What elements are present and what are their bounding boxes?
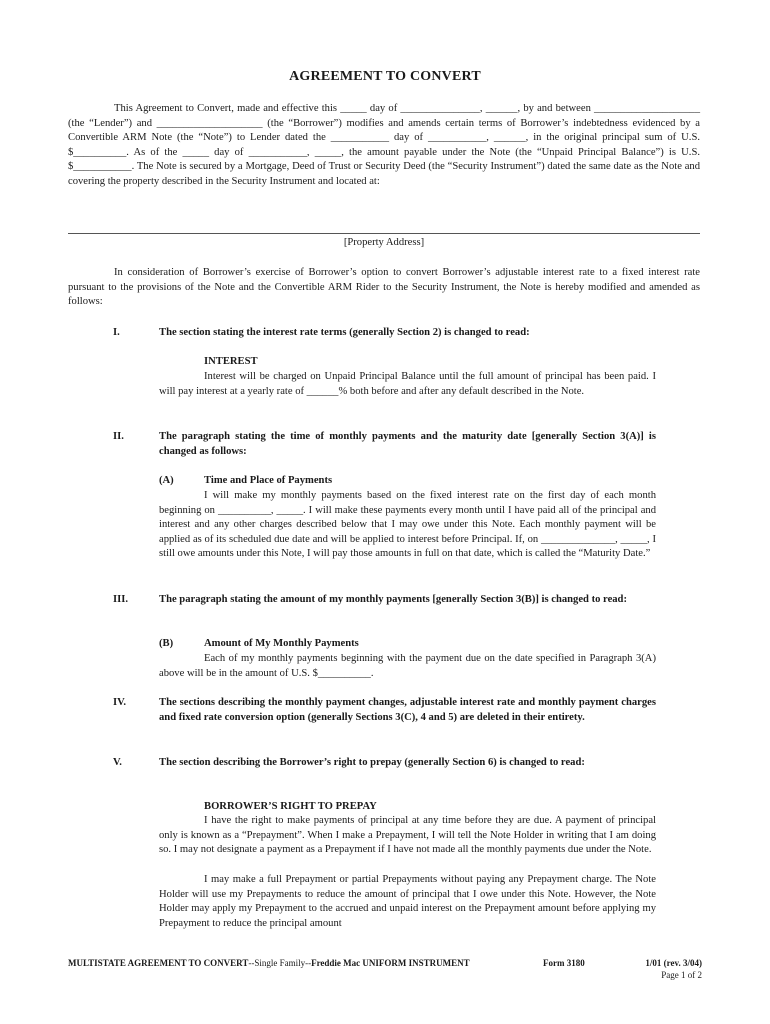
subsection-heading: Amount of My Monthly Payments: [204, 638, 359, 649]
footer-title-mid: --Single Family--: [248, 958, 312, 968]
section-number: IV.: [113, 697, 127, 708]
footer-revision-block: [645, 957, 702, 981]
section-heading: The section stating the interest rate terms (generally Section 2) is changed to read:: [159, 327, 530, 338]
document-title: AGREEMENT TO CONVERT: [289, 69, 481, 84]
prepay-paragraph-2: I may make a full Prepayment or partial Prepayments without paying any Prepayment charge. The Note Holder will use my Prepayments to reduce the amount of principal that I owe under this Note. However, the Note Holder may apply my Prepayment to the accrued and unpaid interest on the Prepayment amount before applying my Prepayment to reduce the principal amount: [159, 874, 656, 929]
subsection-label: (A): [159, 475, 174, 486]
property-address-label: [Property Address]: [343, 237, 425, 248]
section-number: III.: [113, 594, 129, 605]
footer-title-bold: MULTISTATE AGREEMENT TO CONVERT: [68, 958, 249, 968]
section-heading: The sections describing the monthly payment changes, adjustable interest rate and monthly payment charges and fixed rate conversion option (generally Sections 3(C), 4 and 5) are deleted in their entirety.: [159, 697, 656, 723]
subsection-label: (B): [159, 638, 174, 649]
prepay-paragraph-1: I have the right to make payments of principal at any time before they are due. A payment of principal only is known as a “Prepayment”. When I make a Prepayment, I will tell the Note Holder in writing that I am doing so. I may not designate a payment as a Prepayment if I have not made all the monthly payments due under the Note.: [159, 815, 656, 856]
section-number: V.: [113, 757, 122, 768]
footer-revision: 1/01 (rev. 3/04): [645, 958, 702, 968]
interest-text: Interest will be charged on Unpaid Principal Balance until the full amount of principal has been paid. I will pay interest at a yearly rate of ______% both before and after any default described in the Note.: [159, 371, 656, 397]
subsection-heading: Time and Place of Payments: [204, 475, 333, 486]
footer-page-number: Page 1 of 2: [661, 970, 702, 980]
interest-heading: INTEREST: [204, 356, 258, 367]
footer-instrument-title: [68, 957, 470, 969]
prepay-heading: BORROWER’S RIGHT TO PREPAY: [204, 801, 377, 812]
section-heading: The paragraph stating the time of monthly payments and the maturity date [generally Section 3(A)] is changed as follows:: [159, 431, 656, 457]
amount-text: Each of my monthly payments beginning with the payment due on the date specified in Paragraph 3(A) above will be in the amount of U.S. $__________.: [159, 653, 656, 679]
section-heading: The paragraph stating the amount of my monthly payments [generally Section 3(B)] is changed to read:: [159, 594, 627, 605]
footer-form-number: Form 3180: [543, 958, 585, 968]
section-number: I.: [113, 327, 120, 338]
intro-paragraph: This Agreement to Convert, made and effective this _____ day of _______________, ______, by and between ____________________ (the “Lender”) and ____________________ (the “Borrower”) modifies and amends certain terms of Borrower’s indebtedness evidenced by a Convertible ARM Note (the “Note”) to Lender dated the ___________ day of ___________, ______, in the original principal sum of U.S. $__________. As of the _____ day of ___________, _____, the amount payable under the Note (the “Unpaid Principal Balance”) is U.S. $___________. The Note is secured by a Mortgage, Deed of Trust or Security Deed (the “Security Instrument”) dated the same date as the Note and covering the property described in the Security Instrument and located at:: [68, 103, 700, 187]
section-heading: The section describing the Borrower’s right to prepay (generally Section 6) is changed to read:: [159, 757, 585, 768]
consideration-paragraph: In consideration of Borrower’s exercise of Borrower’s option to convert Borrower’s adjustable interest rate to a fixed interest rate pursuant to the provisions of the Note and the Convertible ARM Rider to the Security Instrument, the Note is hereby modified and amended as follows:: [68, 267, 700, 308]
section-number: II.: [113, 431, 124, 442]
property-address-line: [68, 233, 700, 234]
time-place-text: I will make my monthly payments based on the fixed interest rate on the first day of each month beginning on __________, _____. I will make these payments every month until I have paid all of the principal and interest and any other charges described below that I may owe under this Note. Each monthly payment will be applied as of its scheduled due date and will be applied to interest before Principal. If, on ______________, _____, I still owe amounts under this Note, I will pay those amounts in full on that date, which is called the “Maturity Date.”: [159, 490, 656, 560]
footer-title-end: Freddie Mac UNIFORM INSTRUMENT: [311, 958, 470, 968]
